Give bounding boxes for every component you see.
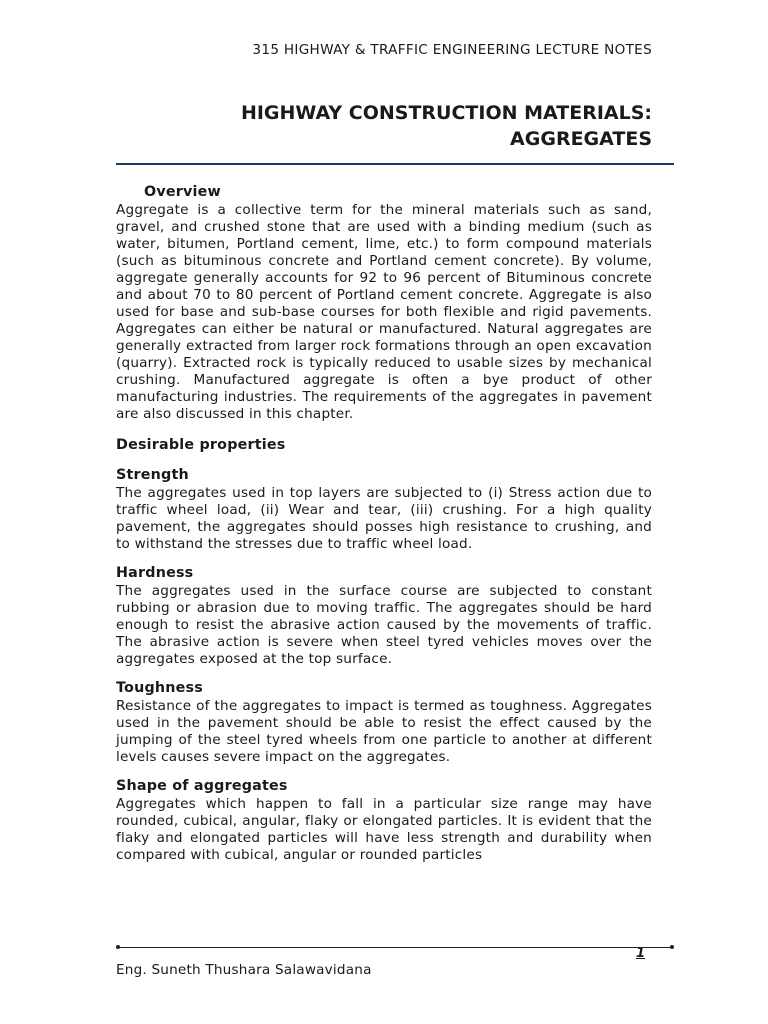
toughness-heading: Toughness bbox=[116, 680, 203, 696]
document-title bbox=[116, 100, 652, 152]
toughness-paragraph: Resistance of the aggregates to impact is termed as toughness. Aggregates used in the pavement should be able to resist the effect caused by the jumping of the steel tyred wheels from one particle to another at different levels causes severe impact on the aggregates. bbox=[116, 698, 652, 765]
strength-heading: Strength bbox=[116, 467, 189, 483]
main-content bbox=[116, 182, 652, 864]
hardness-heading: Hardness bbox=[116, 565, 194, 581]
desirable-properties-heading: Desirable properties bbox=[116, 437, 286, 453]
title-line-2: AGGREGATES bbox=[510, 128, 652, 150]
hardness-paragraph: The aggregates used in the surface course are subjected to constant rubbing or abrasion due to moving traffic. The aggregates should be hard enough to resist the abrasive action caused by the movements of traffic. The abrasive action is severe when steel tyred vehicles moves over the aggregates exposed at the top surface. bbox=[116, 583, 652, 667]
overview-heading: Overview bbox=[144, 184, 221, 200]
strength-paragraph: The aggregates used in top layers are subjected to (i) Stress action due to traffic wheel load, (ii) Wear and tear, (iii) crushing. For a high quality pavement, the aggregates should posses high resistance to crushing, and to withstand the stresses due to traffic wheel load. bbox=[116, 485, 652, 552]
footer-author: Eng. Suneth Thushara Salawavidana bbox=[116, 962, 372, 978]
shape-heading: Shape of aggregates bbox=[116, 778, 288, 794]
title-divider bbox=[116, 163, 674, 165]
page-number: 1 bbox=[636, 946, 646, 961]
footer-rule-right-dot bbox=[670, 945, 674, 949]
title-line-1: HIGHWAY CONSTRUCTION MATERIALS: bbox=[240, 102, 652, 124]
footer-divider bbox=[118, 947, 672, 948]
shape-paragraph: Aggregates which happen to fall in a particular size range may have rounded, cubical, angular, flaky or elongated particles. It is evident that the flaky and elongated particles will have less strength and durability when compared with cubical, angular or rounded particles bbox=[116, 796, 652, 863]
overview-paragraph: Aggregate is a collective term for the mineral materials such as sand, gravel, and crushed stone that are used with a binding medium (such as water, bitumen, Portland cement, lime, etc.) to form compound materials (such as bituminous concrete and Portland cement concrete). By volume, aggregate generally accounts for 92 to 96 percent of Bituminous concrete and about 70 to 80 percent of Portland cement concrete. Aggregate is also used for base and sub-base courses for both flexible and rigid pavements. Aggregates can either be natural or manufactured. Natural aggregates are generally extracted from larger rock formations through an open excavation (quarry). Extracted rock is typically reduced to usable sizes by mechanical crushing. Manufactured aggregate is often a bye product of other manufacturing industries. The requirements of the aggregates in pavement are also discussed in this chapter. bbox=[116, 202, 652, 422]
running-header: 315 HIGHWAY & TRAFFIC ENGINEERING LECTURE NOTES bbox=[252, 42, 652, 58]
